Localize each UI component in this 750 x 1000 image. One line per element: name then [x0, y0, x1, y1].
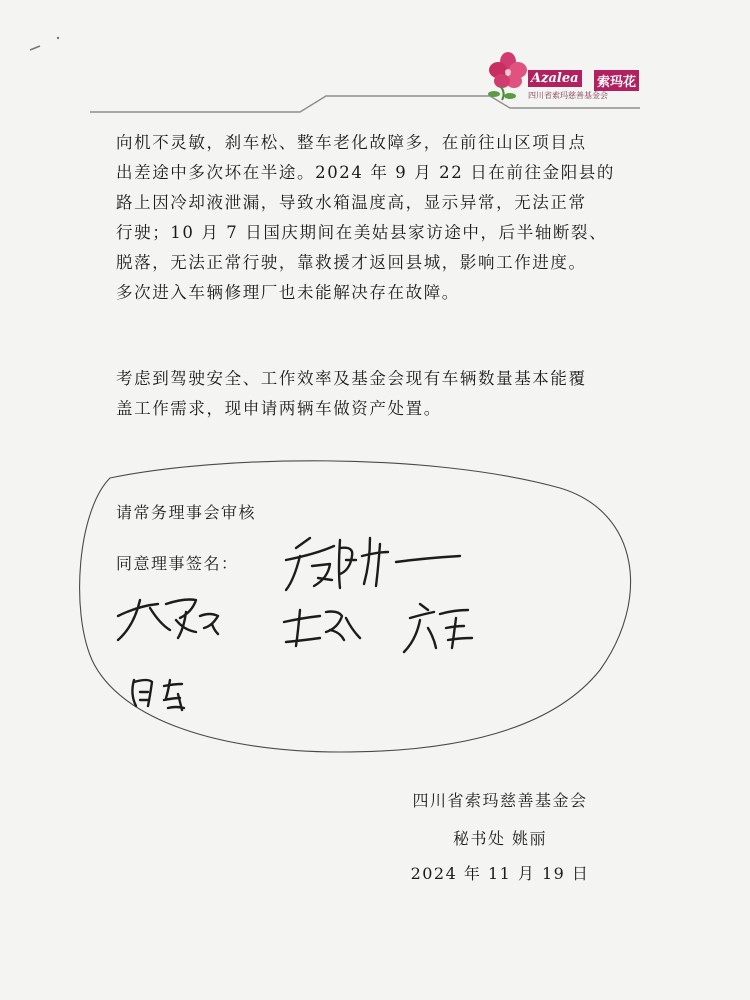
paragraph-line: 行驶；10 月 7 日国庆期间在美姑县家访途中，后半轴断裂、 — [116, 223, 608, 242]
organization-name: 四川省索玛慈善基金会 — [412, 791, 588, 810]
paragraph-line: 出差途中多次坏在半途。2024 年 9 月 22 日在前往金阳县的 — [116, 163, 616, 182]
logo-subtitle: 四川省索玛慈善基金会 — [528, 91, 608, 100]
signature-5 — [132, 680, 184, 710]
paragraph-line: 盖工作需求，现申请两辆车做资产处置。 — [116, 399, 442, 418]
review-request-note: 请常务理事会审核 — [116, 503, 257, 522]
paragraph-line: 脱落，无法正常行驶，靠救援才返回县城，影响工作进度。 — [116, 253, 587, 272]
document-date: 2024 年 11 月 19 日 — [410, 864, 590, 883]
signature-1 — [286, 538, 460, 590]
logo-english-name: Azalea — [528, 70, 582, 87]
signature-3 — [284, 610, 360, 646]
logo-chinese-name: 索玛花 — [594, 70, 639, 91]
office-signatory: 秘书处 姚丽 — [452, 829, 548, 848]
paragraph-line: 多次进入车辆修理厂也未能解决存在故障。 — [116, 283, 460, 302]
signature-4 — [404, 604, 472, 652]
signature-2 — [118, 600, 218, 641]
paragraph-line: 向机不灵敏，刹车松、整车老化故障多，在前往山区项目点 — [116, 133, 587, 152]
paragraph-line: 考虑到驾驶安全、工作效率及基金会现有车辆数量基本能覆 — [116, 369, 587, 388]
consent-label: 同意理事签名： — [116, 554, 239, 573]
paragraph-line: 路上因冷却液泄漏，导致水箱温度高，显示异常，无法正常 — [116, 193, 587, 212]
